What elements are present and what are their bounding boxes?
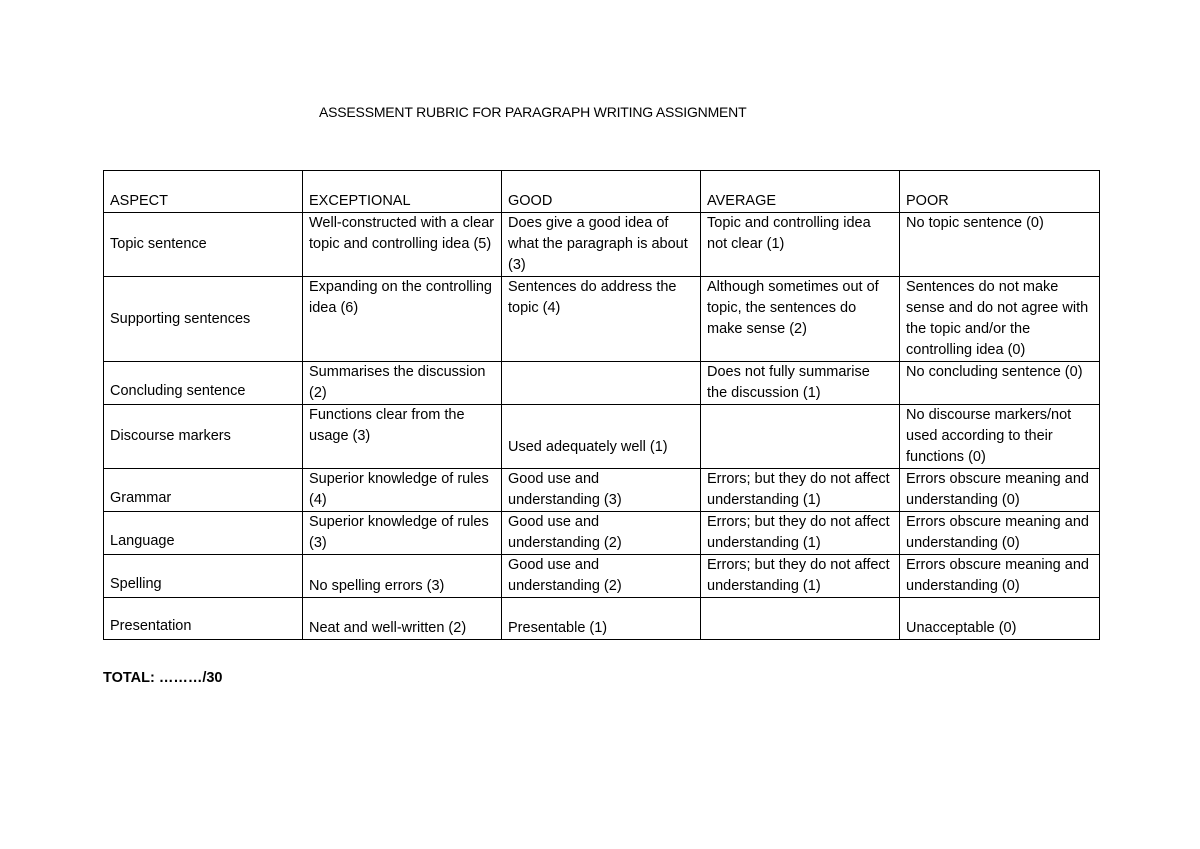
table-row: [104, 469, 1100, 512]
poor-cell: Errors obscure meaning and understanding (0): [900, 555, 1100, 598]
good-cell: [502, 362, 701, 405]
exceptional-cell: Summarises the discussion (2): [303, 362, 502, 405]
average-cell: Topic and controlling idea not clear (1): [701, 213, 900, 277]
average-cell: [701, 598, 900, 640]
good-cell: Presentable (1): [502, 598, 701, 640]
average-cell: [701, 405, 900, 469]
exceptional-cell: Well-constructed with a clear topic and controlling idea (5): [303, 213, 502, 277]
good-cell: Used adequately well (1): [502, 405, 701, 469]
aspect-cell: Topic sentence: [104, 213, 303, 277]
table-row: [104, 362, 1100, 405]
aspect-cell: Grammar: [104, 469, 303, 512]
poor-cell: Sentences do not make sense and do not agree with the topic and/or the controlling idea (0): [900, 277, 1100, 362]
average-cell: Errors; but they do not affect understanding (1): [701, 512, 900, 555]
exceptional-cell: Neat and well-written (2): [303, 598, 502, 640]
table-row: [104, 555, 1100, 598]
table-header-row: [104, 171, 1100, 213]
poor-cell: Errors obscure meaning and understanding (0): [900, 469, 1100, 512]
average-cell: Errors; but they do not affect understanding (1): [701, 469, 900, 512]
header-exceptional: EXCEPTIONAL: [303, 171, 502, 213]
good-cell: Good use and understanding (3): [502, 469, 701, 512]
total-score: TOTAL: ………/30: [103, 670, 223, 686]
aspect-cell: Spelling: [104, 555, 303, 598]
poor-cell: No concluding sentence (0): [900, 362, 1100, 405]
header-aspect: ASPECT: [104, 171, 303, 213]
table-row: [104, 512, 1100, 555]
good-cell: Good use and understanding (2): [502, 512, 701, 555]
average-cell: Errors; but they do not affect understanding (1): [701, 555, 900, 598]
average-cell: Does not fully summarise the discussion (1): [701, 362, 900, 405]
table-row: [104, 213, 1100, 277]
header-poor: POOR: [900, 171, 1100, 213]
exceptional-cell: Functions clear from the usage (3): [303, 405, 502, 469]
exceptional-cell: Superior knowledge of rules (3): [303, 512, 502, 555]
aspect-cell: Presentation: [104, 598, 303, 640]
good-cell: Sentences do address the topic (4): [502, 277, 701, 362]
aspect-cell: Supporting sentences: [104, 277, 303, 362]
table-row: [104, 277, 1100, 362]
good-cell: Does give a good idea of what the paragraph is about (3): [502, 213, 701, 277]
aspect-cell: Discourse markers: [104, 405, 303, 469]
average-cell: Although sometimes out of topic, the sentences do make sense (2): [701, 277, 900, 362]
exceptional-cell: Superior knowledge of rules (4): [303, 469, 502, 512]
aspect-cell: Concluding sentence: [104, 362, 303, 405]
header-good: GOOD: [502, 171, 701, 213]
exceptional-cell: No spelling errors (3): [303, 555, 502, 598]
poor-cell: Unacceptable (0): [900, 598, 1100, 640]
good-cell: Good use and understanding (2): [502, 555, 701, 598]
table-row: [104, 598, 1100, 640]
poor-cell: Errors obscure meaning and understanding (0): [900, 512, 1100, 555]
aspect-cell: Language: [104, 512, 303, 555]
table-row: [104, 405, 1100, 469]
rubric-table: [103, 170, 1100, 640]
exceptional-cell: Expanding on the controlling idea (6): [303, 277, 502, 362]
header-average: AVERAGE: [701, 171, 900, 213]
page-title: ASSESSMENT RUBRIC FOR PARAGRAPH WRITING ASSIGNMENT: [319, 104, 747, 120]
poor-cell: No discourse markers/not used according to their functions (0): [900, 405, 1100, 469]
poor-cell: No topic sentence (0): [900, 213, 1100, 277]
